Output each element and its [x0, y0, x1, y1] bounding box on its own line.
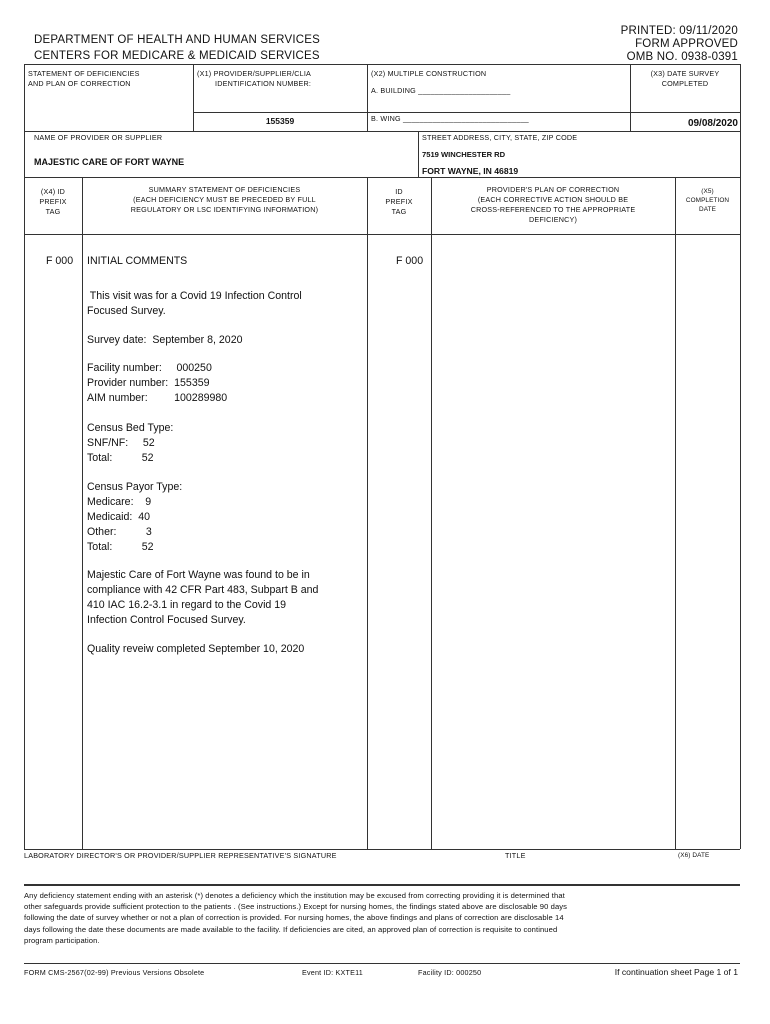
divider — [24, 131, 740, 132]
divider — [24, 884, 740, 886]
frame-right — [740, 64, 741, 849]
paragraph-compliance: Majestic Care of Fort Wayne was found to be in compliance with 42 CFR Part 483, Subpart B and 410 IAC 16.2-3.1 in regard to the Covid 19 Infection Control Focused Survey. — [87, 569, 319, 626]
x4-header: (X4) ID PREFIX TAG — [39, 187, 67, 216]
omb-number: OMB NO. 0938-0391 — [626, 51, 738, 63]
paragraph-survey-date: Survey date: September 8, 2020 — [87, 334, 243, 346]
paragraph-census-bed: Census Bed Type: SNF/NF: 52 Total: 52 — [87, 422, 174, 464]
frame-top — [24, 64, 740, 65]
title-label: TITLE — [505, 851, 526, 860]
divider — [367, 112, 630, 113]
paragraph-quality-review: Quality reveiw completed September 10, 2020 — [87, 643, 305, 655]
agency-line: CENTERS FOR MEDICARE & MEDICAID SERVICES — [34, 50, 320, 62]
x2-label: (X2) MULTIPLE CONSTRUCTION — [371, 69, 487, 78]
x5-header: (X5) COMPLETION DATE — [685, 188, 730, 213]
paragraph-facility: Facility number: 000250 Provider number: 155359 AIM number: 100289980 — [87, 362, 228, 404]
date-label: (X6) DATE — [678, 852, 710, 859]
frame-left — [24, 64, 25, 849]
divider — [630, 112, 740, 113]
signature-label: LABORATORY DIRECTOR'S OR PROVIDER/SUPPLIER REPRESENTATIVE'S SIGNATURE — [24, 851, 337, 860]
tag-left: F 000 — [46, 255, 74, 267]
divider — [418, 131, 419, 177]
divider — [24, 963, 740, 964]
city-state-zip: FORT WAYNE, IN 46819 — [422, 166, 519, 176]
initial-comments-heading: INITIAL COMMENTS — [87, 255, 188, 267]
continuation-page: If continuation sheet Page 1 of 1 — [614, 967, 738, 977]
divider — [24, 849, 740, 850]
x3-label: (X3) DATE SURVEY COMPLETED — [650, 69, 720, 88]
street-address: 7519 WINCHESTER RD — [422, 150, 506, 159]
divider — [431, 177, 432, 849]
divider — [24, 234, 740, 235]
provider-name-label: NAME OF PROVIDER OR SUPPLIER — [34, 133, 163, 142]
wing-field: B. WING ______________________________ — [371, 114, 529, 123]
tag-right: F 000 — [396, 255, 424, 267]
building-field: A. BUILDING ______________________ — [371, 86, 511, 95]
provider-name: MAJESTIC CARE OF FORT WAYNE — [34, 157, 185, 167]
form-number: FORM CMS-2567(02-99) Previous Versions Obsolete — [24, 968, 205, 977]
disclaimer: Any deficiency statement ending with an asterisk (*) denotes a deficiency which the institution may be excused from correcting providing it is determined that other safeguards provide sufficient protection to the patients . (See instructions.) Except for nursing homes, the findings stated above are disclosable 90 days following the date of survey whether or not a plan of correction is provided. For nursing homes, the above findings and plans of correction are disclosable 14 days following the date these documents are made available to the facility. If deficiencies are cited, an approved plan of correction is requisite to continued program participation. — [24, 891, 568, 945]
divider — [367, 64, 368, 131]
provider-id-number: 155359 — [265, 116, 295, 126]
divider — [367, 177, 368, 849]
form-approved: FORM APPROVED — [635, 38, 738, 50]
x1-label: (X1) PROVIDER/SUPPLIER/CLIA IDENTIFICATION NUMBER: — [197, 69, 312, 88]
survey-date: 09/08/2020 — [687, 118, 738, 129]
address-label: STREET ADDRESS, CITY, STATE, ZIP CODE — [422, 133, 578, 142]
printed-date: PRINTED: 09/11/2020 — [620, 25, 738, 37]
paragraph-visit: This visit was for a Covid 19 Infection Control Focused Survey. — [87, 290, 302, 317]
divider — [193, 112, 367, 113]
department-line: DEPARTMENT OF HEALTH AND HUMAN SERVICES — [34, 34, 320, 46]
facility-id: Facility ID: 000250 — [418, 968, 482, 977]
plan-header: PROVIDER'S PLAN OF CORRECTION (EACH CORRECTIVE ACTION SHOULD BE CROSS-REFERENCED TO THE APPROPRIATE DEFICIENCY) — [470, 185, 636, 224]
statement-label: STATEMENT OF DEFICIENCIES AND PLAN OF CORRECTION — [28, 69, 140, 88]
divider — [82, 177, 83, 849]
summary-header: SUMMARY STATEMENT OF DEFICIENCIES (EACH DEFICIENCY MUST BE PRECEDED BY FULL REGULATORY OR LSC IDENTIFYING INFORMATION) — [130, 185, 319, 214]
paragraph-census-payor: Census Payor Type: Medicare: 9 Medicaid: 40 Other: 3 Total: 52 — [87, 481, 183, 553]
event-id: Event ID: KXTE11 — [302, 968, 363, 977]
id-header: ID PREFIX TAG — [385, 187, 413, 216]
divider — [675, 177, 676, 849]
divider — [24, 177, 740, 178]
